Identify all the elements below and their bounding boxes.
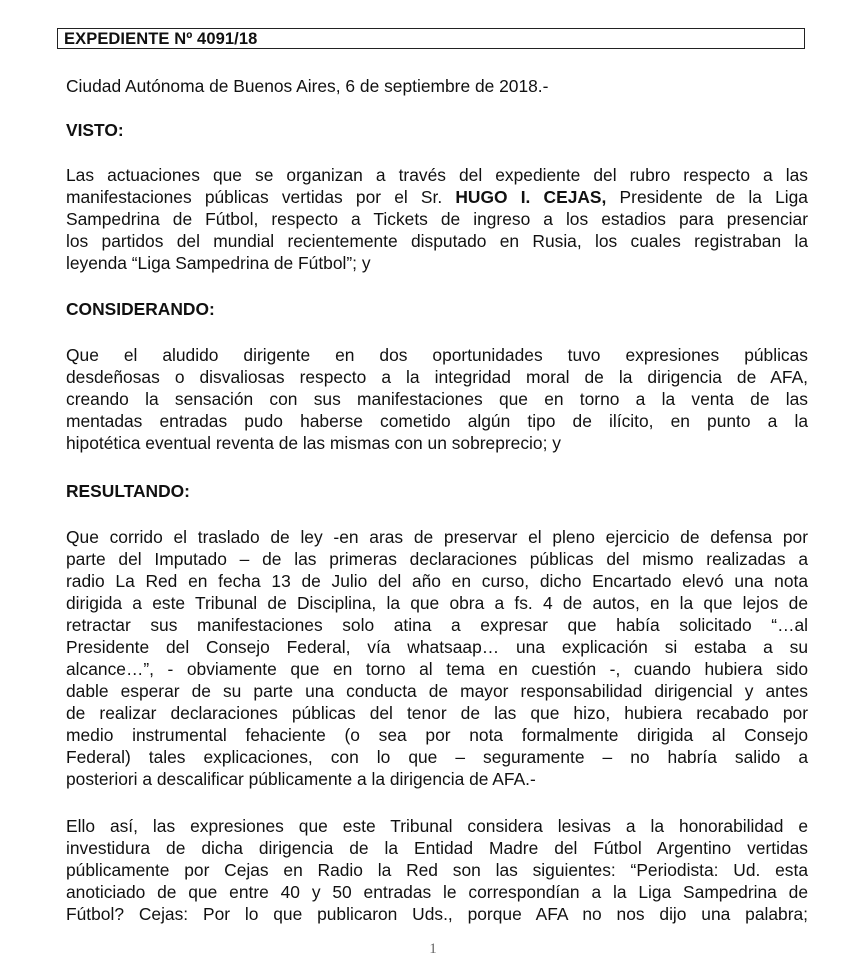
visto-text: manifestaciones públicas vertidas por el Sr. [66,187,456,207]
visto-line: Sampedrina de Fútbol, respecto a Tickets de ingreso a los estadios para presenciar [66,209,808,229]
resultando-line: retractar sus manifestaciones solo atina a expresar que había solicitado “…al [66,615,808,635]
resultando-line: Federal) tales explicaciones, con lo que – seguramente – no habría salido a [66,747,808,767]
person-name: HUGO I. CEJAS, [455,187,607,207]
considerando-line: desdeñosas o disvaliosas respecto a la integridad moral de la dirigencia de AFA, [66,367,808,387]
ello-line: públicamente por Cejas en Radio la Red son las siguientes: “Periodista: Ud. esta [66,860,808,880]
resultando-heading: RESULTANDO: [66,481,190,501]
ello-line: investidura de dicha dirigencia de la Entidad Madre del Fútbol Argentino vertidas [66,838,808,858]
considerando-line: creando la sensación con sus manifestaciones que en torno a la venta de las [66,389,808,409]
visto-line: leyenda “Liga Sampedrina de Fútbol”; y [66,253,371,273]
expediente-number: EXPEDIENTE Nº 4091/18 [64,30,258,48]
visto-line: los partidos del mundial recientemente disputado en Rusia, los cuales registraban la [66,231,808,251]
visto-line [66,187,808,208]
expediente-header-box [57,28,805,49]
considerando-line: hipotética eventual reventa de las mismas con un sobreprecio; y [66,433,561,453]
place-date: Ciudad Autónoma de Buenos Aires, 6 de septiembre de 2018.- [66,76,549,96]
resultando-line: radio La Red en fecha 13 de Julio del año en curso, dicho Encartado elevó una nota [66,571,808,591]
resultando-line: dable esperar de su parte una conducta de mayor responsabilidad dirigencial y antes [66,681,808,701]
resultando-line: posteriori a descalificar públicamente a la dirigencia de AFA.- [66,769,536,789]
considerando-line: mentadas entradas pudo haberse cometido algún tipo de ilícito, en punto a la [66,411,808,431]
considerando-line: Que el aludido dirigente en dos oportunidades tuvo expresiones públicas [66,345,808,365]
ello-line: anoticiado de que entre 40 y 50 entradas le correspondían a la Liga Sampedrina de [66,882,808,902]
visto-text: Presidente de la Liga [606,187,808,207]
resultando-line: de realizar declaraciones públicas del tenor de las que hizo, hubiera recabado por [66,703,808,723]
resultando-line: medio instrumental fehaciente (o sea por nota formalmente dirigida al Consejo [66,725,808,745]
resultando-line: dirigida a este Tribunal de Disciplina, la que obra a fs. 4 de autos, en la que lejos de [66,593,808,613]
considerando-heading: CONSIDERANDO: [66,299,215,319]
resultando-line: Presidente del Consejo Federal, vía whatsaap… una explicación si estaba a su [66,637,808,657]
visto-heading: VISTO: [66,120,124,140]
resultando-line: Que corrido el traslado de ley -en aras de preservar el pleno ejercicio de defensa por [66,527,808,547]
page-number: 1 [429,941,437,957]
visto-line: Las actuaciones que se organizan a través del expediente del rubro respecto a las [66,165,808,185]
ello-line: Ello así, las expresiones que este Tribunal considera lesivas a la honorabilidad e [66,816,808,836]
resultando-line: alcance…”, - obviamente que en torno al tema en cuestión -, cuando hubiera sido [66,659,808,679]
ello-line: Fútbol? Cejas: Por lo que publicaron Uds., porque AFA no nos dijo una palabra; [66,904,808,924]
resultando-line: parte del Imputado – de las primeras declaraciones públicas del mismo realizadas a [66,549,808,569]
